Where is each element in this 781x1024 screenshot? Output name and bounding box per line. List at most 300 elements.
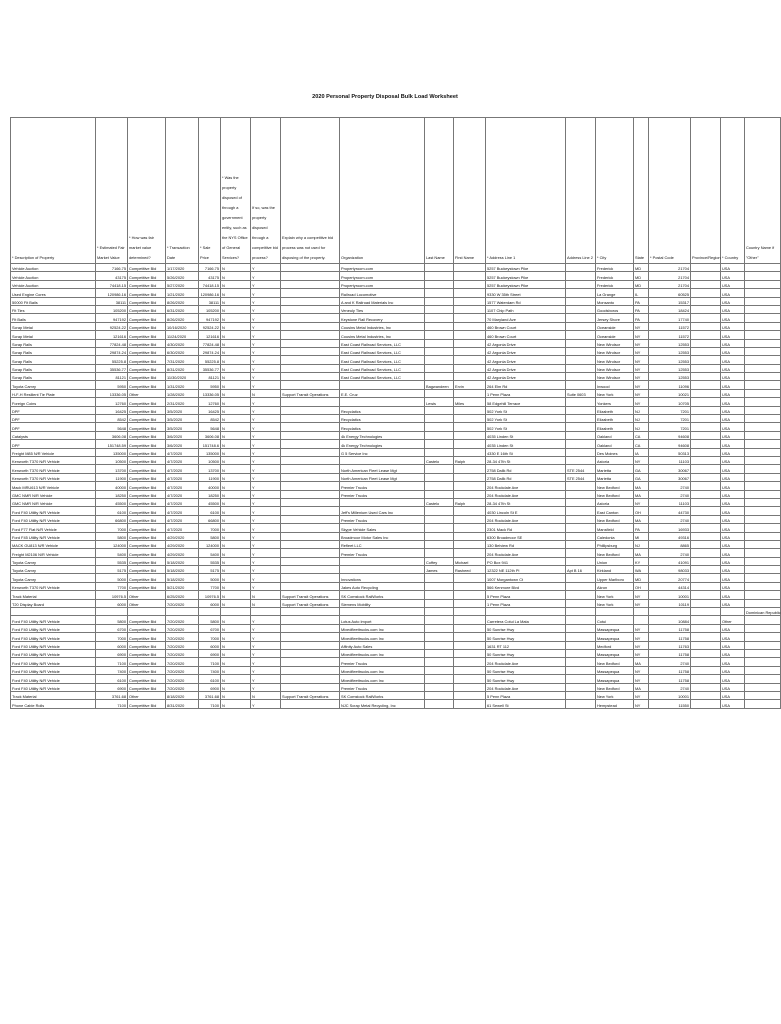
table-cell: N <box>221 490 251 498</box>
column-header: * Address Line 1 <box>486 118 566 264</box>
table-cell: East Coast Railroad Services, LLC <box>340 364 425 372</box>
table-cell: 7/20/2020 <box>166 649 199 657</box>
table-cell <box>340 557 425 565</box>
table-cell: East Canton <box>596 507 634 515</box>
table-cell: Y <box>251 415 281 423</box>
column-header: Province/Region <box>691 118 721 264</box>
table-cell: Jersey Shore <box>596 314 634 322</box>
table-cell <box>566 557 596 565</box>
column-header: Explain why a competitive bid process was not used for disposing of the property. <box>281 118 340 264</box>
table-cell: New Windsor <box>596 356 634 364</box>
table-cell <box>425 473 454 481</box>
table-cell: 42 Argonia Drive <box>486 339 566 347</box>
table-cell: Phone Cable Rolls <box>11 700 96 708</box>
table-cell <box>566 440 596 448</box>
table-cell: Y <box>251 440 281 448</box>
table-cell: 10001 <box>649 691 691 699</box>
table-cell <box>281 515 340 523</box>
table-cell <box>425 633 454 641</box>
table-cell <box>691 498 721 506</box>
table-cell: 35536.77 <box>199 364 221 372</box>
table-cell: N <box>221 423 251 431</box>
table-cell: Cotui <box>596 616 634 624</box>
table-cell <box>691 289 721 297</box>
table-cell: 1631 RT 112 <box>486 641 566 649</box>
table-cell: 50313 <box>649 448 691 456</box>
table-row <box>11 297 781 305</box>
table-cell: 204 Rockdale Ave <box>486 490 566 498</box>
table-cell: 130 Belview Rd <box>486 540 566 548</box>
table-row <box>11 490 781 498</box>
table-cell: Y <box>251 289 281 297</box>
table-cell: 4/7/2020 <box>166 448 199 456</box>
table-cell: 8/26/2020 <box>166 297 199 305</box>
table-row <box>11 666 781 674</box>
table-cell <box>566 608 596 616</box>
worksheet-title: 2020 Personal Property Disposal Bulk Load Worksheet <box>312 94 458 100</box>
table-cell: USA <box>721 700 745 708</box>
table-cell <box>454 700 486 708</box>
table-cell <box>454 675 486 683</box>
table-cell: SK Comstock RailWorks <box>340 591 425 599</box>
table-cell <box>691 389 721 397</box>
table-cell: Y <box>251 305 281 313</box>
table-cell: N <box>221 624 251 632</box>
table-cell: 7166.75 <box>199 264 221 272</box>
table-row <box>11 574 781 582</box>
table-cell: 5 Penn Plaza <box>486 591 566 599</box>
table-cell: Scrap Rails <box>11 356 96 364</box>
table-cell: Ford F40 Utility N/R Vehicle <box>11 633 96 641</box>
table-cell: N <box>221 515 251 523</box>
table-cell: Ford F40 Utility N/R Vehicle <box>11 658 96 666</box>
table-cell: 4/7/2020 <box>166 498 199 506</box>
column-header: * City <box>596 118 634 264</box>
table-cell: USA <box>721 599 745 607</box>
table-cell: Competitive Bid <box>128 540 166 548</box>
table-row <box>11 524 781 532</box>
table-cell <box>454 331 486 339</box>
table-cell: 7000 <box>96 633 128 641</box>
table-cell <box>454 272 486 280</box>
table-cell <box>454 599 486 607</box>
table-cell <box>425 666 454 674</box>
header-row <box>11 118 781 264</box>
table-cell <box>281 524 340 532</box>
table-cell: 5400 <box>96 549 128 557</box>
table-row <box>11 591 781 599</box>
table-cell <box>425 641 454 649</box>
table-cell: 11763 <box>649 641 691 649</box>
table-cell: Ford F77 Flat N/R Vehicle <box>11 524 96 532</box>
table-cell: New Windsor <box>596 373 634 381</box>
table-cell <box>425 264 454 272</box>
table-cell: 66800 <box>199 515 221 523</box>
table-cell: Catalysts <box>11 431 96 439</box>
table-cell: NY <box>634 356 649 364</box>
table-cell: Frederick <box>596 264 634 272</box>
table-cell: Goodsboros <box>596 305 634 313</box>
table-cell: Yonkers <box>596 398 634 406</box>
table-cell: 6900 <box>199 649 221 657</box>
table-cell: 6/31/2020 <box>166 305 199 313</box>
table-cell: 7700 <box>96 582 128 590</box>
table-cell: N <box>221 540 251 548</box>
table-cell <box>745 456 781 464</box>
table-cell: Mack MRU613 N/R Vehicle <box>11 482 96 490</box>
table-cell: 4/7/2020 <box>166 524 199 532</box>
table-cell: 7201 <box>649 406 691 414</box>
table-cell: USA <box>721 515 745 523</box>
table-cell: N <box>221 700 251 708</box>
table-cell: N <box>221 406 251 414</box>
column-header: * Sale Price <box>199 118 221 264</box>
table-cell: USA <box>721 658 745 666</box>
table-cell: Ralph <box>454 456 486 464</box>
table-cell: Competitive Bid <box>128 624 166 632</box>
table-cell: MA <box>634 683 649 691</box>
table-cell: 5000 <box>96 574 128 582</box>
table-cell: Kirkland <box>596 566 634 574</box>
table-cell <box>425 608 454 616</box>
table-cell: 77824.48 <box>96 339 128 347</box>
table-cell: Y <box>251 540 281 548</box>
table-cell: 42 Argonia Drive <box>486 364 566 372</box>
table-cell: 2758 Dallk Rd <box>486 473 566 481</box>
table-cell <box>691 582 721 590</box>
table-cell <box>425 540 454 548</box>
table-cell <box>566 356 596 364</box>
table-cell: USA <box>721 649 745 657</box>
table-cell <box>691 473 721 481</box>
table-cell: 13700 <box>96 465 128 473</box>
table-cell: USA <box>721 289 745 297</box>
table-cell <box>566 624 596 632</box>
table-cell: Upper Marlboro <box>596 574 634 582</box>
table-cell <box>425 549 454 557</box>
table-cell: Affinity Auto Sales <box>340 641 425 649</box>
table-cell <box>745 498 781 506</box>
table-cell: NY <box>634 591 649 599</box>
table-row <box>11 264 781 272</box>
table-cell: Competitive Bid <box>128 566 166 574</box>
table-cell: Y <box>251 465 281 473</box>
table-cell: DPF <box>11 406 96 414</box>
table-cell: 121616 <box>96 331 128 339</box>
table-cell: Des Moines <box>596 448 634 456</box>
table-cell: 947192 <box>199 314 221 322</box>
table-cell: Competitive Bid <box>128 373 166 381</box>
table-cell <box>566 423 596 431</box>
table-cell: East Coast Railroad Services, LLC <box>340 347 425 355</box>
table-cell: NY <box>634 456 649 464</box>
table-cell <box>425 507 454 515</box>
table-cell: NY <box>634 373 649 381</box>
table-cell <box>745 473 781 481</box>
table-cell: Ralph <box>454 498 486 506</box>
table-cell <box>691 347 721 355</box>
table-cell: Competitive Bid <box>128 633 166 641</box>
table-cell: Competitive Bid <box>128 666 166 674</box>
table-cell <box>691 633 721 641</box>
table-cell: Mixedfleettrucks.com Inc <box>340 675 425 683</box>
table-cell <box>425 322 454 330</box>
table-cell <box>745 305 781 313</box>
table-cell: 460 Brown Court <box>486 331 566 339</box>
table-cell: 10500 <box>96 456 128 464</box>
table-cell <box>745 557 781 565</box>
table-cell: Competitive Bid <box>128 440 166 448</box>
table-cell <box>454 356 486 364</box>
table-cell: 151748.6 <box>199 440 221 448</box>
table-cell: Scrap Rails <box>11 339 96 347</box>
column-header: Organization <box>340 118 425 264</box>
table-cell: 44314 <box>649 582 691 590</box>
table-cell: MA <box>634 658 649 666</box>
table-cell: 10001 <box>649 591 691 599</box>
table-cell: MD <box>634 264 649 272</box>
table-cell: USA <box>721 415 745 423</box>
table-cell: MI <box>634 532 649 540</box>
table-cell: 2740 <box>649 490 691 498</box>
table-cell <box>281 347 340 355</box>
table-cell <box>691 331 721 339</box>
table-cell: 21704 <box>649 264 691 272</box>
table-cell: 10884 <box>649 616 691 624</box>
table-cell: Y <box>251 482 281 490</box>
table-row <box>11 675 781 683</box>
table-cell: Mixedfleettrucks.com Inc <box>340 649 425 657</box>
table-cell <box>454 633 486 641</box>
table-cell: 28-34 47th St <box>486 456 566 464</box>
table-cell <box>454 683 486 691</box>
table-cell <box>745 440 781 448</box>
table-cell <box>691 423 721 431</box>
table-cell <box>281 415 340 423</box>
table-cell: NY <box>634 389 649 397</box>
table-cell: 7700 <box>199 582 221 590</box>
table-cell: 5648 <box>199 423 221 431</box>
table-cell: 8/31/2020 <box>166 364 199 372</box>
table-cell: 8/18/2020 <box>166 691 199 699</box>
table-cell: N <box>221 339 251 347</box>
table-cell: 151748.59 <box>96 440 128 448</box>
table-cell: 7/20/2020 <box>166 633 199 641</box>
table-cell <box>691 641 721 649</box>
table-cell: Competitive Bid <box>128 280 166 288</box>
table-cell: N <box>251 599 281 607</box>
table-cell: 5/26/2020 <box>166 272 199 280</box>
table-cell <box>425 599 454 607</box>
table-cell <box>425 683 454 691</box>
table-cell <box>454 280 486 288</box>
table-cell <box>454 515 486 523</box>
table-cell <box>281 406 340 414</box>
table-cell: 2740 <box>649 549 691 557</box>
table-cell <box>745 599 781 607</box>
table-cell: 7/20/2020 <box>166 616 199 624</box>
table-cell: 42 Argonia Drive <box>486 373 566 381</box>
table-row <box>11 515 781 523</box>
table-cell <box>425 347 454 355</box>
table-row <box>11 305 781 313</box>
table-cell: N <box>221 431 251 439</box>
table-cell <box>425 515 454 523</box>
table-cell: 5175 <box>96 566 128 574</box>
table-cell <box>425 289 454 297</box>
table-cell: Marietta <box>596 473 634 481</box>
table-cell <box>691 507 721 515</box>
table-cell: 3/5/2020 <box>166 415 199 423</box>
table-cell: 50 Sunrise Hwy <box>486 633 566 641</box>
table-cell: 2740 <box>649 515 691 523</box>
table-cell: Vehicle Auction <box>11 264 96 272</box>
table-cell: 10/16/2020 <box>166 322 199 330</box>
table-cell <box>691 314 721 322</box>
table-cell: Vehicle Auction <box>11 280 96 288</box>
table-cell <box>691 591 721 599</box>
table-cell: KY <box>634 557 649 565</box>
table-cell: Competitive Bid <box>128 616 166 624</box>
column-header: * Postal Code <box>649 118 691 264</box>
table-cell: 7000 <box>96 524 128 532</box>
table-cell <box>454 423 486 431</box>
table-cell <box>745 524 781 532</box>
table-cell <box>281 658 340 666</box>
table-cell: Competitive Bid <box>128 289 166 297</box>
table-cell: Y <box>251 431 281 439</box>
table-cell <box>566 398 596 406</box>
table-cell: Y <box>251 364 281 372</box>
table-cell: 21704 <box>649 280 691 288</box>
table-cell: 4k Energy Technologies <box>340 431 425 439</box>
table-cell: 58 Edgehill Terrace <box>486 398 566 406</box>
table-cell <box>425 415 454 423</box>
table-row <box>11 658 781 666</box>
table-row <box>11 691 781 699</box>
table-cell <box>454 305 486 313</box>
table-cell: East Coast Railroad Services, LLC <box>340 356 425 364</box>
table-cell <box>454 264 486 272</box>
table-cell: USA <box>721 549 745 557</box>
table-cell: 55225.8 <box>199 356 221 364</box>
column-header: * Was the property disposed of through a government entity, such as the NYS Office of General Services? <box>221 118 251 264</box>
table-cell: Toyota Camry <box>11 574 96 582</box>
table-cell: Dominican Republic <box>745 608 781 616</box>
table-cell: USA <box>721 591 745 599</box>
table-cell: G 5 Service Inc <box>340 448 425 456</box>
table-cell <box>566 675 596 683</box>
table-cell: 3/5/2020 <box>166 406 199 414</box>
table-cell: MD <box>634 272 649 280</box>
table-cell: Y <box>251 666 281 674</box>
table-cell: New York <box>596 389 634 397</box>
table-cell: Other <box>128 591 166 599</box>
table-cell <box>128 608 166 616</box>
table-cell: N <box>221 473 251 481</box>
table-cell: Marietta <box>596 465 634 473</box>
table-cell <box>454 608 486 616</box>
table-cell: Competitive Bid <box>128 582 166 590</box>
table-cell <box>454 314 486 322</box>
table-cell: Competitive Bid <box>128 507 166 515</box>
table-cell: N <box>221 305 251 313</box>
table-cell: Competitive Bid <box>128 465 166 473</box>
table-cell <box>745 339 781 347</box>
table-cell <box>454 364 486 372</box>
table-cell <box>425 482 454 490</box>
table-cell: Y <box>251 448 281 456</box>
table-cell <box>566 549 596 557</box>
table-cell: N <box>221 574 251 582</box>
table-cell <box>745 398 781 406</box>
table-cell: 6900 <box>96 649 128 657</box>
table-cell: Support Transit Operations <box>281 691 340 699</box>
table-cell: Kenworth T370 N/R Vehicle <box>11 582 96 590</box>
table-cell: Y <box>251 532 281 540</box>
column-header: Address Line 2 <box>566 118 596 264</box>
table-cell: 12553 <box>649 373 691 381</box>
table-cell: Competitive Bid <box>128 649 166 657</box>
table-cell: 42 Argonia Drive <box>486 347 566 355</box>
table-cell: Competitive Bid <box>128 490 166 498</box>
table-cell <box>425 406 454 414</box>
table-cell: 4/7/2020 <box>166 507 199 515</box>
table-cell: Competitive Bid <box>128 473 166 481</box>
table-cell: GMC NMR N/R Vehicle <box>11 490 96 498</box>
table-cell: Foreign Coins <box>11 398 96 406</box>
table-cell <box>745 540 781 548</box>
table-cell: USA <box>721 675 745 683</box>
table-cell: Used Engine Cores <box>11 289 96 297</box>
table-cell: 6100 <box>199 507 221 515</box>
table-cell: USA <box>721 331 745 339</box>
table-cell: Innovations <box>340 574 425 582</box>
table-cell: N <box>221 616 251 624</box>
table-cell: N <box>221 356 251 364</box>
table-cell: North American Fleet Lease Mgt <box>340 465 425 473</box>
table-cell: N <box>221 364 251 372</box>
table-cell: NY <box>634 641 649 649</box>
table-cell: USA <box>721 272 745 280</box>
table-cell: Ford F40 Utility N/R Vehicle <box>11 507 96 515</box>
table-cell: N <box>251 389 281 397</box>
table-cell <box>281 574 340 582</box>
table-cell: NY <box>634 322 649 330</box>
table-cell <box>745 675 781 683</box>
table-cell: Massapequa <box>596 649 634 657</box>
table-cell: Oceanside <box>596 331 634 339</box>
table-cell: N <box>221 448 251 456</box>
table-cell: 13700 <box>199 465 221 473</box>
table-cell <box>425 373 454 381</box>
table-cell: Competitive Bid <box>128 356 166 364</box>
table-cell <box>691 515 721 523</box>
table-cell: 5800 <box>96 616 128 624</box>
table-cell <box>634 608 649 616</box>
table-cell <box>745 574 781 582</box>
table-cell: N <box>221 440 251 448</box>
table-cell: N <box>221 633 251 641</box>
table-cell: USA <box>721 456 745 464</box>
table-cell: 43175 <box>199 272 221 280</box>
table-cell: USA <box>721 633 745 641</box>
table-cell: 7201 <box>649 415 691 423</box>
table-cell <box>566 582 596 590</box>
table-cell: USA <box>721 666 745 674</box>
table-cell: Recyclatics <box>340 406 425 414</box>
table-cell <box>649 608 691 616</box>
